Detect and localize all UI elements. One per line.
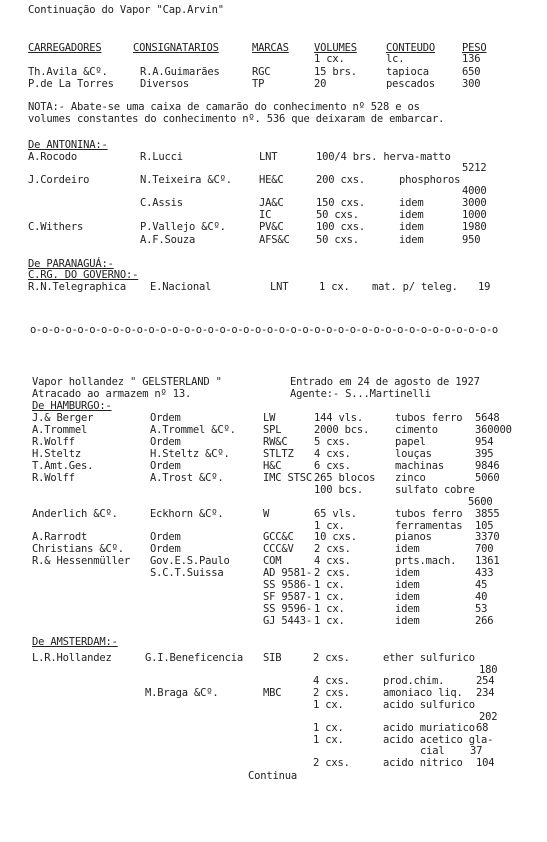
table-cell: 700 (475, 543, 494, 555)
table-cell: 360000 (475, 424, 512, 436)
table-cell: 1 cx. (314, 603, 345, 615)
table-cell: 202 (479, 711, 498, 723)
table-cell: LNT (259, 151, 278, 163)
table-cell: cial (420, 745, 445, 757)
table-cell: 9846 (475, 460, 500, 472)
table-cell: SS 9596- (263, 603, 312, 615)
table-cell: 1980 (462, 221, 487, 233)
nota-line: NOTA:- Abate-se uma caixa de camarão do conhecimento nº 528 e os (28, 101, 420, 113)
table-cell: Ordem (150, 460, 181, 472)
table-cell: JA&C (259, 197, 284, 209)
table-cell: HE&C (259, 174, 284, 186)
vessel-name: Vapor hollandez " GELSTERLAND " (32, 376, 222, 388)
table-cell: idem (395, 579, 420, 591)
table-cell: RW&C (263, 436, 288, 448)
section-subtitle: C.RG. DO GOVERNO:- (28, 269, 139, 281)
table-cell: tubos ferro (395, 412, 463, 424)
table-cell: prod.chim. (383, 675, 445, 687)
table-cell: SF 9587- (263, 591, 312, 603)
table-cell: 1 cx. (319, 281, 350, 293)
table-cell: W (263, 508, 270, 520)
table-cell: Anderlich &Cº. (32, 508, 118, 520)
table-cell: R.Wolff (32, 472, 75, 484)
table-cell: 2 cxs. (314, 567, 351, 579)
table-cell: idem (395, 603, 420, 615)
vessel-agente: Agente:- S...Martinelli (290, 388, 431, 400)
table-cell: A.F.Souza (140, 234, 196, 246)
table-cell: 395 (475, 448, 494, 460)
table-cell: 3000 (462, 197, 487, 209)
table-cell: 104 (476, 757, 495, 769)
table-cell: LW (263, 412, 276, 424)
table-cell: CCC&V (263, 543, 294, 555)
table-cell: 100/4 brs. herva-matto (316, 151, 451, 163)
table-cell: R.& Hessenmüller (32, 555, 130, 567)
table-cell: Ordem (150, 531, 181, 543)
table-cell: ether sulfurico (383, 652, 475, 664)
table-cell: Ordem (150, 436, 181, 448)
table-cell: P.de La Torres (28, 78, 114, 90)
table-cell: A.Rocodo (28, 151, 77, 163)
table-cell: 265 blocos (314, 472, 376, 484)
table-cell: 650 (462, 66, 481, 78)
table-cell: M.Braga &Cº. (145, 687, 219, 699)
column-header: CONTEUDO (386, 42, 435, 54)
table-cell: idem (395, 615, 420, 627)
column-header: VOLUMES (314, 42, 357, 54)
subheader-conteudo: lc. (386, 53, 405, 65)
table-cell: 144 vls. (314, 412, 363, 424)
table-cell: 1 cx. (313, 722, 344, 734)
section-title: De AMSTERDAM:- (32, 636, 118, 648)
table-cell: 2 cxs. (313, 757, 350, 769)
table-cell: prts.mach. (395, 555, 457, 567)
table-cell: ferramentas (395, 520, 463, 532)
section-title: De HAMBURGO:- (32, 400, 112, 412)
table-cell: 2 cxs. (314, 543, 351, 555)
table-cell: C.Assis (140, 197, 183, 209)
table-cell: 1 cx. (314, 520, 345, 532)
table-cell: papel (395, 436, 426, 448)
table-cell: 5212 (462, 162, 487, 174)
table-cell: A.Trommel &Cº. (150, 424, 236, 436)
table-cell: AFS&C (259, 234, 290, 246)
table-cell: L.R.Hollandez (32, 652, 112, 664)
table-cell: 234 (476, 687, 495, 699)
table-cell: COM (263, 555, 282, 567)
table-cell: zinco (395, 472, 426, 484)
table-cell: RGC (252, 66, 271, 78)
table-cell: R.A.Guimarães (140, 66, 220, 78)
table-cell: J.Cordeiro (28, 174, 90, 186)
table-cell: MBC (263, 687, 282, 699)
table-cell: 10 cxs. (314, 531, 357, 543)
table-cell: T.Amt.Ges. (32, 460, 94, 472)
table-cell: S.C.T.Suissa (150, 567, 224, 579)
table-cell: 266 (475, 615, 494, 627)
column-header: MARCAS (252, 42, 289, 54)
table-cell: idem (399, 234, 424, 246)
table-cell: idem (399, 209, 424, 221)
table-cell: mat. p/ teleg. (372, 281, 458, 293)
table-cell: 53 (475, 603, 488, 615)
table-cell: A.Rarrodt (32, 531, 88, 543)
table-cell: 254 (476, 675, 495, 687)
table-cell: STLTZ (263, 448, 294, 460)
table-cell: 4000 (462, 185, 487, 197)
table-cell: H&C (263, 460, 282, 472)
table-cell: G.I.Beneficencia (145, 652, 243, 664)
column-header: CARREGADORES (28, 42, 102, 54)
table-cell: 433 (475, 567, 494, 579)
section-title: De PARANAGUÁ:- (28, 258, 114, 270)
table-cell: 3370 (475, 531, 500, 543)
subheader-peso: 136 (462, 53, 481, 65)
table-cell: 20 (314, 78, 327, 90)
table-cell: 45 (475, 579, 488, 591)
table-cell: 180 (479, 664, 498, 676)
table-cell: 3855 (475, 508, 500, 520)
table-cell: 1000 (462, 209, 487, 221)
nota-line: volumes constantes do conhecimento nº. 536 que deixaram de embarcar. (28, 113, 445, 125)
section-title: De ANTONINA:- (28, 139, 108, 151)
table-cell: 100 bcs. (314, 484, 363, 496)
table-cell: idem (395, 543, 420, 555)
table-cell: 100 cxs. (316, 221, 365, 233)
table-cell: AD 9581- (263, 567, 312, 579)
table-cell: 2 cxs. (313, 687, 350, 699)
table-cell: Christians &Cº. (32, 543, 124, 555)
table-cell: Ordem (150, 543, 181, 555)
table-cell: 150 cxs. (316, 197, 365, 209)
table-cell: J.& Berger (32, 412, 94, 424)
vessel-armazem: Atracado ao armazem nº 13. (32, 388, 192, 400)
table-cell: IC (259, 209, 272, 221)
table-cell: A.Trost &Cº. (150, 472, 224, 484)
table-cell: P.Vallejo &Cº. (140, 221, 226, 233)
table-cell: Eckhorn &Cº. (150, 508, 224, 520)
table-cell: acido muriatico (383, 722, 475, 734)
table-cell: H.Steltz (32, 448, 81, 460)
table-cell: H.Steltz &Cº. (150, 448, 230, 460)
table-cell: 6 cxs. (314, 460, 351, 472)
table-cell: 5600 (468, 496, 493, 508)
column-header: PESO (462, 42, 487, 54)
table-cell: tubos ferro (395, 508, 463, 520)
table-cell: pianos (395, 531, 432, 543)
continua-label: Continua (248, 770, 297, 782)
table-cell: machinas (395, 460, 444, 472)
table-cell: 4 cxs. (314, 555, 351, 567)
table-cell: 15 brs. (314, 66, 357, 78)
table-cell: 1361 (475, 555, 500, 567)
table-cell: 5 cxs. (314, 436, 351, 448)
table-cell: 1 cx. (314, 615, 345, 627)
table-cell: R.Lucci (140, 151, 183, 163)
table-cell: acido nitrico (383, 757, 463, 769)
table-cell: 105 (475, 520, 494, 532)
table-cell: 2000 bcs. (314, 424, 370, 436)
separator: o-o-o-o-o-o-o-o-o-o-o-o-o-o-o-o-o-o-o-o-o-o-o-o-o-o-o-o-o-o-o-o-o-o-o-o-o-o-o-o (30, 324, 498, 336)
table-cell: 950 (462, 234, 481, 246)
table-cell: R.N.Telegraphica (28, 281, 126, 293)
table-cell: A.Trommel (32, 424, 88, 436)
table-cell: 40 (475, 591, 488, 603)
table-cell: TP (252, 78, 265, 90)
table-cell: 4 cxs. (313, 675, 350, 687)
table-cell: 50 cxs. (316, 234, 359, 246)
table-cell: Gov.E.S.Paulo (150, 555, 230, 567)
table-cell: SPL (263, 424, 282, 436)
table-cell: Th.Avila &Cº. (28, 66, 108, 78)
subheader-volumes: 1 cx. (314, 53, 345, 65)
table-cell: 2 cxs. (313, 652, 350, 664)
vessel-entrada: Entrado em 24 de agosto de 1927 (290, 376, 480, 388)
table-cell: idem (399, 221, 424, 233)
table-cell: tapioca (386, 66, 429, 78)
table-cell: amoniaco liq. (383, 687, 463, 699)
table-cell: phosphoros (399, 174, 461, 186)
table-cell: Diversos (140, 78, 189, 90)
table-cell: 37 (470, 745, 483, 757)
table-cell: idem (395, 591, 420, 603)
table-cell: 300 (462, 78, 481, 90)
table-cell: 5648 (475, 412, 500, 424)
table-cell: 1 cx. (313, 734, 344, 746)
table-cell: 200 cxs. (316, 174, 365, 186)
table-cell: N.Teixeira &Cº. (140, 174, 232, 186)
table-cell: 954 (475, 436, 494, 448)
table-cell: acido acetico gla- (383, 734, 494, 746)
table-cell: SS 9586- (263, 579, 312, 591)
table-cell: R.Wolff (32, 436, 75, 448)
table-cell: C.Withers (28, 221, 84, 233)
table-cell: 1 cx. (314, 579, 345, 591)
table-cell: 1 cx. (313, 699, 344, 711)
table-cell: idem (395, 567, 420, 579)
table-cell: 1 cx. (314, 591, 345, 603)
table-cell: SIB (263, 652, 282, 664)
table-cell: IMC STSC (263, 472, 312, 484)
table-cell: idem (399, 197, 424, 209)
table-cell: pescados (386, 78, 435, 90)
table-cell: 4 cxs. (314, 448, 351, 460)
table-cell: sulfato cobre (395, 484, 475, 496)
table-cell: 68 (476, 722, 489, 734)
column-header: CONSIGNATARIOS (133, 42, 219, 54)
table-cell: 5060 (475, 472, 500, 484)
table-cell: 50 cxs. (316, 209, 359, 221)
table-cell: LNT (270, 281, 289, 293)
table-cell: GJ 5443- (263, 615, 312, 627)
table-cell: louças (395, 448, 432, 460)
table-cell: cimento (395, 424, 438, 436)
table-cell: 65 vls. (314, 508, 357, 520)
document-title: Continuação do Vapor "Cap.Arvin" (28, 4, 224, 16)
table-cell: 19 (478, 281, 491, 293)
table-cell: acido sulfurico (383, 699, 475, 711)
table-cell: PV&C (259, 221, 284, 233)
table-cell: E.Nacional (150, 281, 212, 293)
table-cell: GCC&C (263, 531, 294, 543)
table-cell: Ordem (150, 412, 181, 424)
